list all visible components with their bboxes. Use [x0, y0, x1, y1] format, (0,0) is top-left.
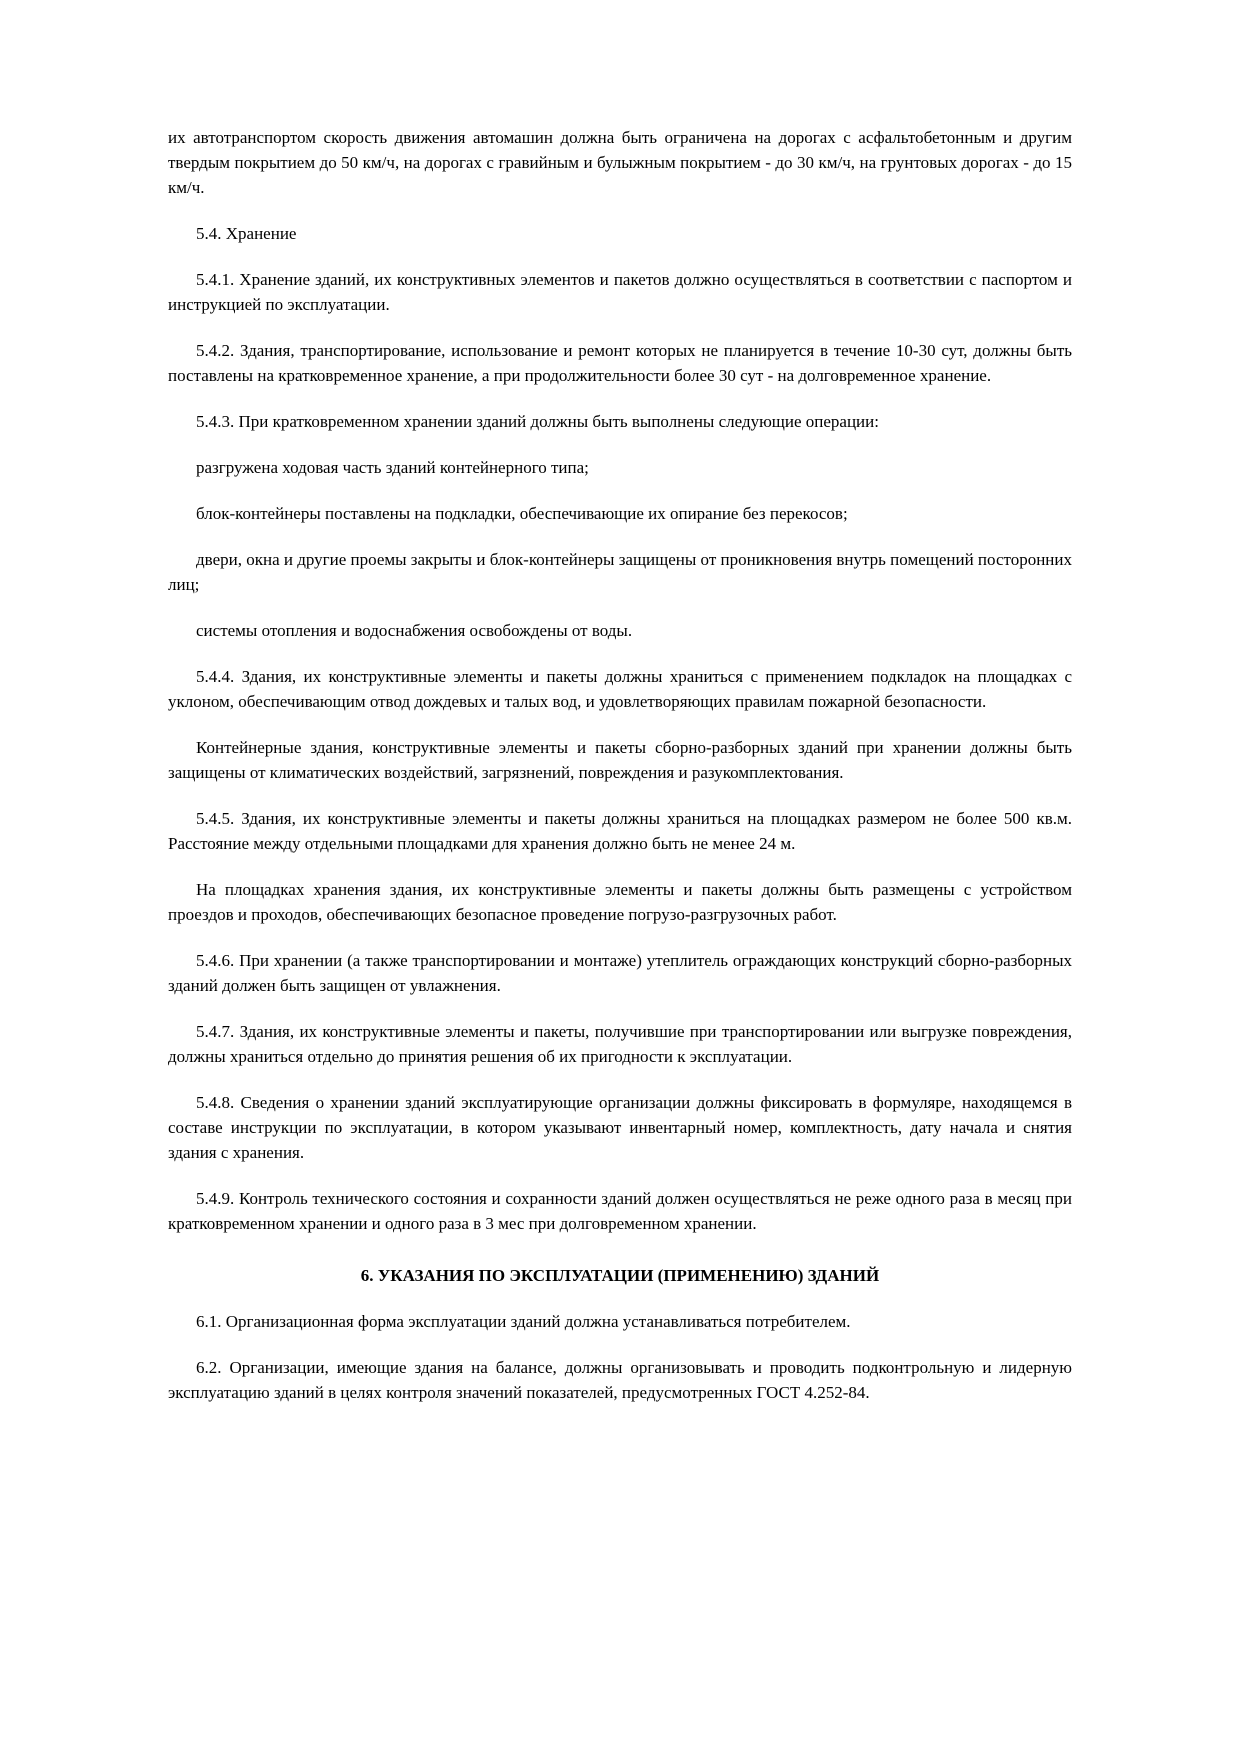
- paragraph: системы отопления и водоснабжения освобождены от воды.: [196, 621, 633, 640]
- paragraph: 5.4.2. Здания, транспортирование, использование и ремонт которых не планируется в течение 10-30 сут, должны быть поставлены на кратковременное хранение, а при продолжительности более 30 сут - на долговременное хранение.: [168, 341, 1072, 385]
- paragraph: 5.4.1. Хранение зданий, их конструктивных элементов и пакетов должно осуществляться в соответствии с паспортом и инструкцией по эксплуатации.: [168, 270, 1072, 314]
- paragraph: их автотранспортом скорость движения автомашин должна быть ограничена на дорогах с асфальтобетонным и другим твердым покрытием до 50 км/ч, на дорогах с гравийным и булыжным покрытием - до 30 км/ч, на грунтовых дорогах - до 15 км/ч.: [168, 128, 1072, 197]
- paragraph: 5.4.4. Здания, их конструктивные элементы и пакеты должны храниться с применением подкладок на площадках с уклоном, обеспечивающим отвод дождевых и талых вод, и удовлетворяющих правилам пожарной безопасности.: [168, 667, 1072, 711]
- paragraph: 5.4.7. Здания, их конструктивные элементы и пакеты, получившие при транспортировании или выгрузке повреждения, должны храниться отдельно до принятия решения об их пригодности к эксплуатации.: [168, 1022, 1072, 1066]
- paragraph: блок-контейнеры поставлены на подкладки, обеспечивающие их опирание без перекосов;: [196, 504, 848, 523]
- paragraph: 5.4.5. Здания, их конструктивные элементы и пакеты должны храниться на площадках размером не более 500 кв.м. Расстояние между отдельными площадками для хранения должно быть не менее 24 м.: [168, 809, 1072, 853]
- paragraph: 5.4.8. Сведения о хранении зданий эксплуатирующие организации должны фиксировать в формуляре, находящемся в составе инструкции по эксплуатации, в котором указывают инвентарный номер, комплектность, дату начала и снятия здания с хранения.: [168, 1093, 1072, 1162]
- paragraph: 6.2. Организации, имеющие здания на балансе, должны организовывать и проводить подконтрольную и лидерную эксплуатацию зданий в целях контроля значений показателей, предусмотренных ГОСТ 4.252-84.: [168, 1358, 1072, 1402]
- section-heading: 6. УКАЗАНИЯ ПО ЭКСПЛУАТАЦИИ (ПРИМЕНЕНИЮ) ЗДАНИЙ: [360, 1266, 880, 1285]
- paragraph: двери, окна и другие проемы закрыты и блок-контейнеры защищены от проникновения внутрь помещений посторонних лиц;: [168, 550, 1072, 594]
- paragraph: 5.4.6. При хранении (а также транспортировании и монтаже) утеплитель ограждающих конструкций сборно-разборных зданий должен быть защищен от увлажнения.: [168, 951, 1072, 995]
- paragraph: Контейнерные здания, конструктивные элементы и пакеты сборно-разборных зданий при хранении должны быть защищены от климатических воздействий, загрязнений, повреждения и разукомплектования.: [168, 738, 1072, 782]
- paragraph: На площадках хранения здания, их конструктивные элементы и пакеты должны быть размещены с устройством проездов и проходов, обеспечивающих безопасное проведение погрузо-разгрузочных работ.: [168, 880, 1072, 924]
- document-body: [168, 125, 1072, 1405]
- paragraph: 5.4. Хранение: [196, 224, 297, 243]
- paragraph: 6.1. Организационная форма эксплуатации зданий должна устанавливаться потребителем.: [196, 1312, 851, 1331]
- paragraph: 5.4.9. Контроль технического состояния и сохранности зданий должен осуществляться не реже одного раза в месяц при кратковременном хранении и одного раза в 3 мес при долговременном хранении.: [168, 1189, 1072, 1233]
- paragraph: разгружена ходовая часть зданий контейнерного типа;: [196, 458, 589, 477]
- paragraph: 5.4.3. При кратковременном хранении зданий должны быть выполнены следующие операции:: [196, 412, 879, 431]
